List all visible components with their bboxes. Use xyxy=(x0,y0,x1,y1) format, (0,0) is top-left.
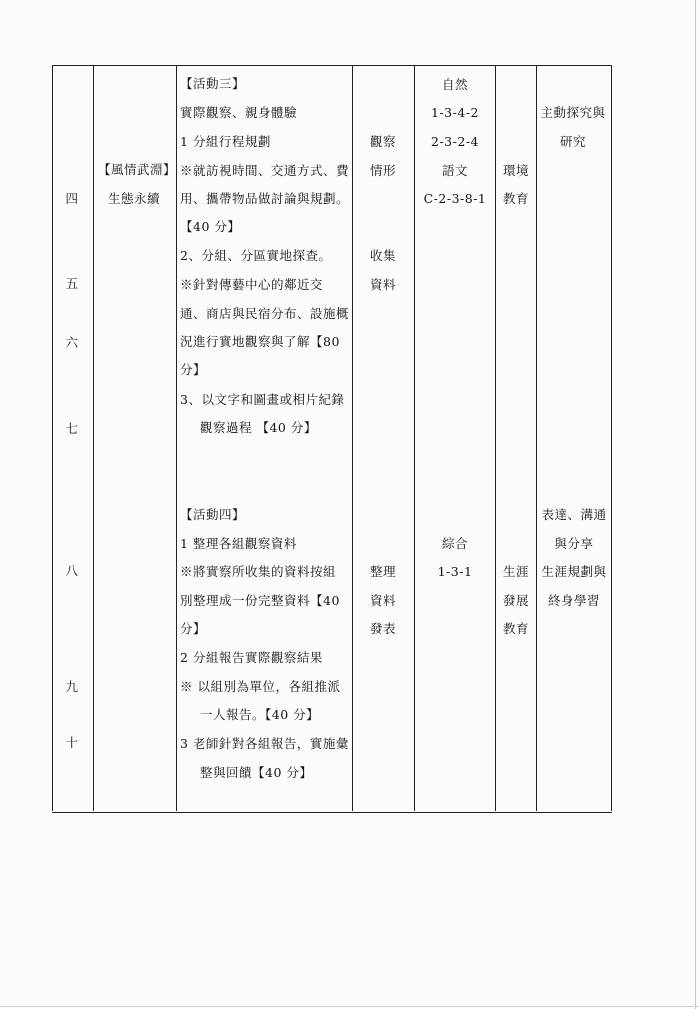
issue-text: 生涯 xyxy=(502,564,530,579)
activity-line: 觀察過程 【40 分】 xyxy=(200,420,317,435)
ability-text: 與分享 xyxy=(554,536,594,551)
week-label: 七 xyxy=(65,421,79,436)
table-border xyxy=(495,65,496,811)
week-label: 五 xyxy=(65,276,79,291)
assessment-text: 資料 xyxy=(369,593,397,608)
activity-line: 分】 xyxy=(180,621,207,636)
issue-text: 環境 xyxy=(502,163,530,178)
indicator-text: 語文 xyxy=(441,163,469,178)
ability-text: 表達、溝通 xyxy=(541,507,607,522)
assessment-text: 收集 xyxy=(369,248,397,263)
ability-text: 研究 xyxy=(559,134,587,149)
indicator-text: 1-3-4-2 xyxy=(431,105,479,120)
week-label: 八 xyxy=(65,563,79,578)
indicator-text: C-2-3-8-1 xyxy=(423,191,487,206)
activity-line: 【40 分】 xyxy=(180,219,241,234)
activity-line: 整與回饋【40 分】 xyxy=(200,765,313,780)
week-label: 四 xyxy=(65,191,79,206)
assessment-text: 觀察 xyxy=(369,134,397,149)
table-border xyxy=(611,65,612,811)
table-border xyxy=(536,65,537,811)
activity-line: 別整理成一份完整資料【40 xyxy=(180,593,340,608)
assessment-text: 整理 xyxy=(369,564,397,579)
activity-line: 一人報告。【40 分】 xyxy=(200,707,320,722)
activity-line: 1 分組行程規劃 xyxy=(180,134,271,149)
activity-line: 用、攜帶物品做討論與規劃。 xyxy=(180,191,350,206)
activity-line: ※就訪視時間、交通方式、費 xyxy=(180,163,350,178)
week-label: 十 xyxy=(65,735,79,750)
activity-line: ※針對傳藝中心的鄰近交 xyxy=(180,277,324,292)
activity-line: ※ 以組別為單位，各組推派 xyxy=(180,679,341,694)
ability-text: 終身學習 xyxy=(547,593,601,608)
unit-subtitle: 生態永續 xyxy=(107,191,161,206)
activity-title: 【活動三】 xyxy=(180,76,246,91)
unit-name: 【風情武淵】 xyxy=(97,162,177,177)
table-border xyxy=(414,65,415,811)
activity-line: 1 整理各組觀察資料 xyxy=(180,536,297,551)
table-border xyxy=(52,65,53,811)
activity-line: 況進行實地觀察與了解【80 xyxy=(180,334,340,349)
week-label: 六 xyxy=(65,335,79,350)
activity-title: 【活動四】 xyxy=(180,507,246,522)
page-edge xyxy=(695,0,696,1009)
activity-subtitle: 實際觀察、親身體驗 xyxy=(180,105,298,120)
table-border xyxy=(93,65,94,811)
indicator-text: 2-3-2-4 xyxy=(431,134,479,149)
indicator-text: 綜合 xyxy=(441,536,469,551)
activity-line: 2 分組報告實際觀察結果 xyxy=(180,650,323,665)
ability-text: 主動探究與 xyxy=(540,105,606,120)
issue-text: 教育 xyxy=(502,621,530,636)
assessment-text: 情形 xyxy=(369,163,397,178)
activity-line: 3、以文字和圖畫或相片紀錄 xyxy=(180,392,345,407)
ability-text: 生涯規劃與 xyxy=(541,564,607,579)
issue-text: 發展 xyxy=(502,593,530,608)
assessment-text: 發表 xyxy=(369,621,397,636)
table-border xyxy=(176,65,177,811)
week-label: 九 xyxy=(65,679,79,694)
activity-line: 3 老師針對各組報告，實施彙 xyxy=(180,736,349,751)
issue-text: 教育 xyxy=(502,191,530,206)
activity-line: 2、分組、分區實地探查。 xyxy=(180,248,332,263)
page-edge xyxy=(0,1006,699,1007)
table-border xyxy=(352,65,353,811)
assessment-text: 資料 xyxy=(369,277,397,292)
activity-line: 通、商店與民宿分布、設施概 xyxy=(180,306,350,321)
activity-line: ※將實察所收集的資料按組 xyxy=(180,564,337,579)
indicator-text: 自然 xyxy=(441,77,469,92)
activity-line: 分】 xyxy=(180,362,207,377)
indicator-text: 1-3-1 xyxy=(437,564,473,579)
